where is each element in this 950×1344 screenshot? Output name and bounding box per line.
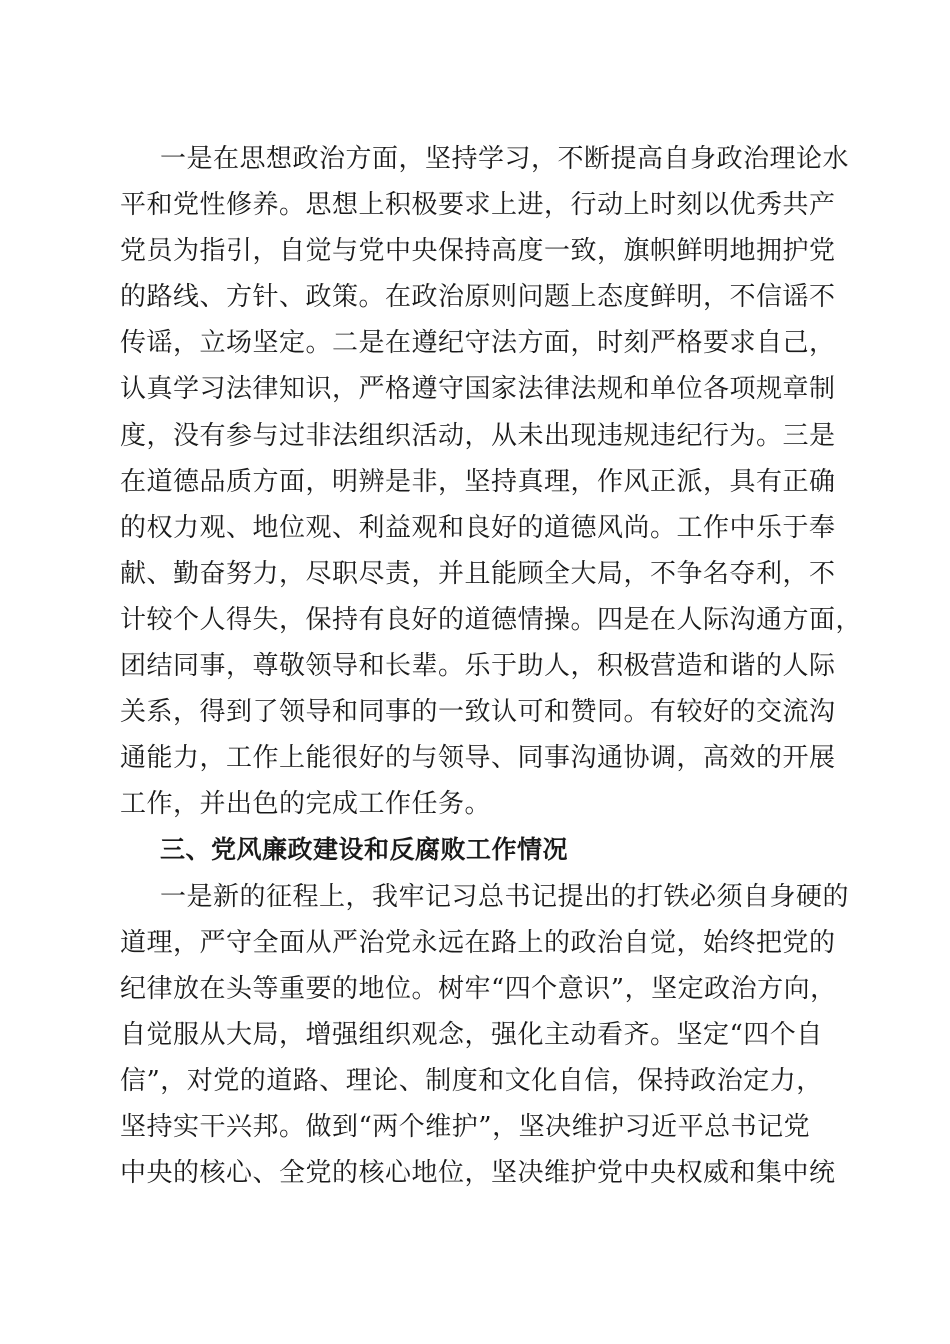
paragraph-line: 工作，并出色的完成工作任务。 — [120, 789, 492, 820]
paragraph-line: 团结同事，尊敬领导和长辈。乐于助人，积极营造和谐的人际 — [120, 651, 836, 682]
paragraph-line: 通能力，工作上能很好的与领导、同事沟通协调，高效的开展 — [120, 743, 836, 774]
paragraph-line: 自觉服从大局，增强组织观念，强化主动看齐。坚定“四个自 — [120, 1019, 823, 1050]
paragraph-line: 坚持实干兴邦。做到“两个维护”，坚决维护习近平总书记党 — [120, 1111, 811, 1142]
paragraph-line: 道理，严守全面从严治党永远在路上的政治自觉，始终把党的 — [120, 927, 836, 958]
paragraph-line: 党员为指引，自觉与党中央保持高度一致，旗帜鲜明地拥护党 — [120, 236, 836, 267]
section-heading: 三、党风廉政建设和反腐败工作情况 — [160, 835, 569, 865]
paragraph-line: 的权力观、地位观、利益观和良好的道德风尚。工作中乐于奉 — [120, 512, 836, 543]
paragraph-line: 一是在思想政治方面，坚持学习，不断提高自身政治理论水 — [160, 144, 850, 174]
body-text — [120, 136, 863, 1196]
paragraph-line: 传谣，立场坚定。二是在遵纪守法方面，时刻严格要求自己， — [120, 328, 836, 359]
paragraph-line: 关系，得到了领导和同事的一致认可和赞同。有较好的交流沟 — [120, 697, 836, 728]
paragraph-line: 平和党性修养。思想上积极要求上进，行动上时刻以优秀共产 — [120, 190, 836, 221]
paragraph-line: 信”，对党的道路、理论、制度和文化自信，保持政治定力， — [120, 1065, 823, 1096]
paragraph-line: 度，没有参与过非法组织活动，从未出现违规违纪行为。三是 — [120, 420, 836, 451]
paragraph-line: 认真学习法律知识，严格遵守国家法律法规和单位各项规章制 — [120, 374, 836, 405]
paragraph-line: 纪律放在头等重要的地位。树牢“四个意识”，坚定政治方向， — [120, 973, 837, 1004]
paragraph-line: 计较个人得失，保持有良好的道德情操。四是在人际沟通方面， — [120, 604, 863, 635]
paragraph-line: 一是新的征程上，我牢记习总书记提出的打铁必须自身硬的 — [160, 881, 850, 912]
paragraph-line: 在道德品质方面，明辨是非，坚持真理，作风正派，具有正确 — [120, 466, 836, 497]
paragraph-line: 中央的核心、全党的核心地位，坚决维护党中央权威和集中统 — [120, 1158, 836, 1189]
paragraph-line: 献、勤奋努力，尽职尽责，并且能顾全大局，不争名夺利，不 — [120, 558, 836, 589]
paragraph-line: 的路线、方针、政策。在政治原则问题上态度鲜明，不信谣不 — [120, 282, 836, 313]
